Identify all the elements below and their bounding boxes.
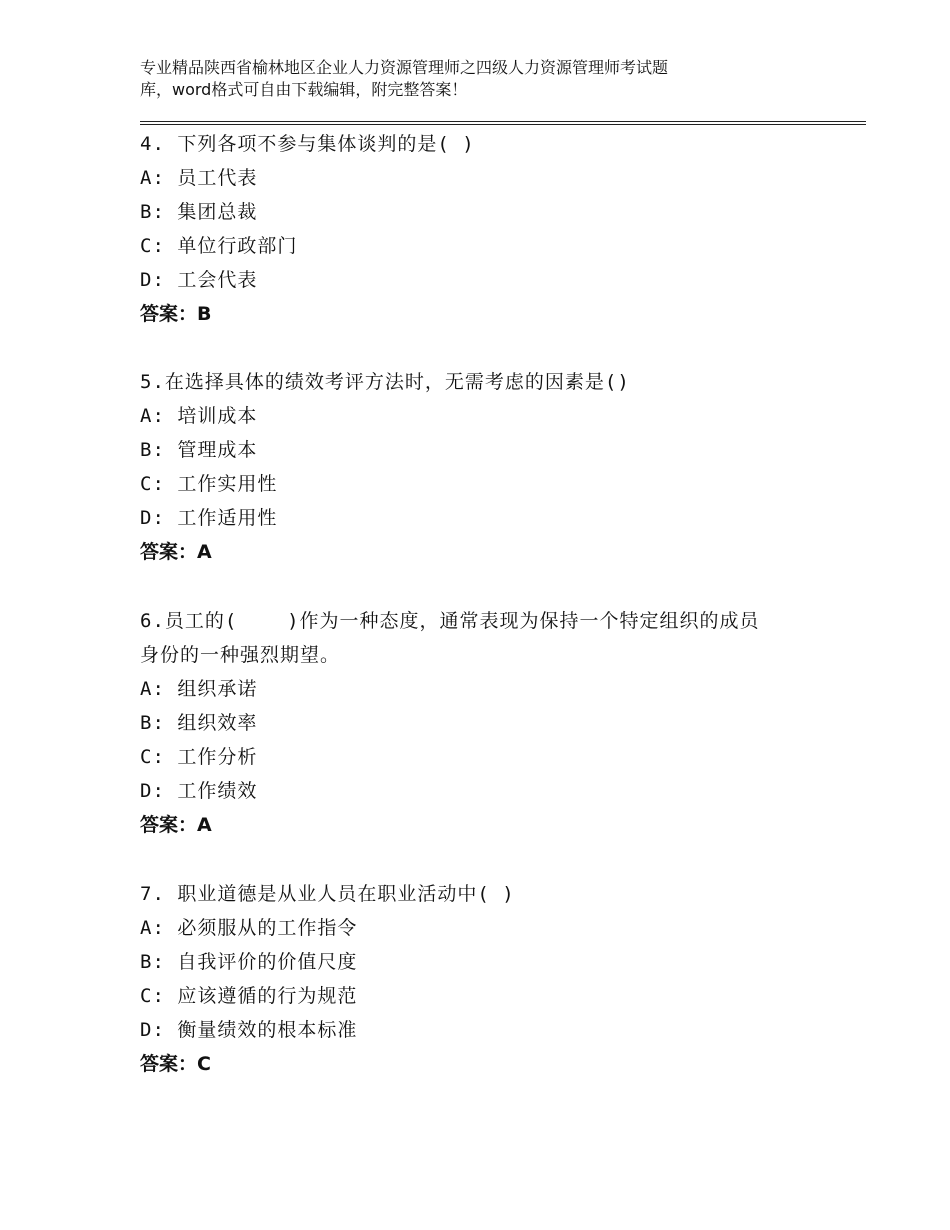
option-d: D: 工作绩效 <box>140 780 258 802</box>
option-d: D: 衡量绩效的根本标准 <box>140 1019 358 1041</box>
option-c: C: 应该遵循的行为规范 <box>140 985 358 1007</box>
question-4 <box>140 127 840 331</box>
question-stem: 5.在选择具体的绩效考评方法时，无需考虑的因素是() <box>140 371 630 393</box>
option-a: A: 组织承诺 <box>140 678 258 700</box>
option-d: D: 工作适用性 <box>140 507 278 529</box>
option-a: A: 培训成本 <box>140 405 258 427</box>
question-stem: 4. 下列各项不参与集体谈判的是( ) <box>140 133 475 155</box>
document-header <box>140 57 780 101</box>
option-c: C: 单位行政部门 <box>140 235 298 257</box>
answer-text: 答案：A <box>140 814 212 836</box>
question-stem: 7. 职业道德是从业人员在职业活动中( ) <box>140 883 515 905</box>
header-title-line-1: 专业精品陕西省榆林地区企业人力资源管理师之四级人力资源管理师考试题 <box>140 58 669 77</box>
option-b: B: 自我评价的价值尺度 <box>140 951 358 973</box>
option-b: B: 组织效率 <box>140 712 258 734</box>
question-stem-line-1: 6.员工的( )作为一种态度，通常表现为保持一个特定组织的成员 <box>140 610 760 632</box>
option-c: C: 工作分析 <box>140 746 258 768</box>
header-title-line-2: 库，word格式可自由下载编辑，附完整答案！ <box>140 80 468 99</box>
option-b: B: 管理成本 <box>140 439 258 461</box>
answer-text: 答案：B <box>140 303 212 325</box>
option-b: B: 集团总裁 <box>140 201 258 223</box>
question-7 <box>140 877 840 1081</box>
option-a: A: 必须服从的工作指令 <box>140 917 358 939</box>
option-c: C: 工作实用性 <box>140 473 278 495</box>
answer-text: 答案：A <box>140 541 212 563</box>
header-divider-top <box>140 121 866 122</box>
answer-text: 答案：C <box>140 1053 211 1075</box>
question-5 <box>140 365 840 569</box>
header-divider-bottom <box>140 124 866 125</box>
question-stem-line-2: 身份的一种强烈期望。 <box>140 644 341 666</box>
option-a: A: 员工代表 <box>140 167 258 189</box>
option-d: D: 工会代表 <box>140 269 258 291</box>
question-6 <box>140 604 840 842</box>
